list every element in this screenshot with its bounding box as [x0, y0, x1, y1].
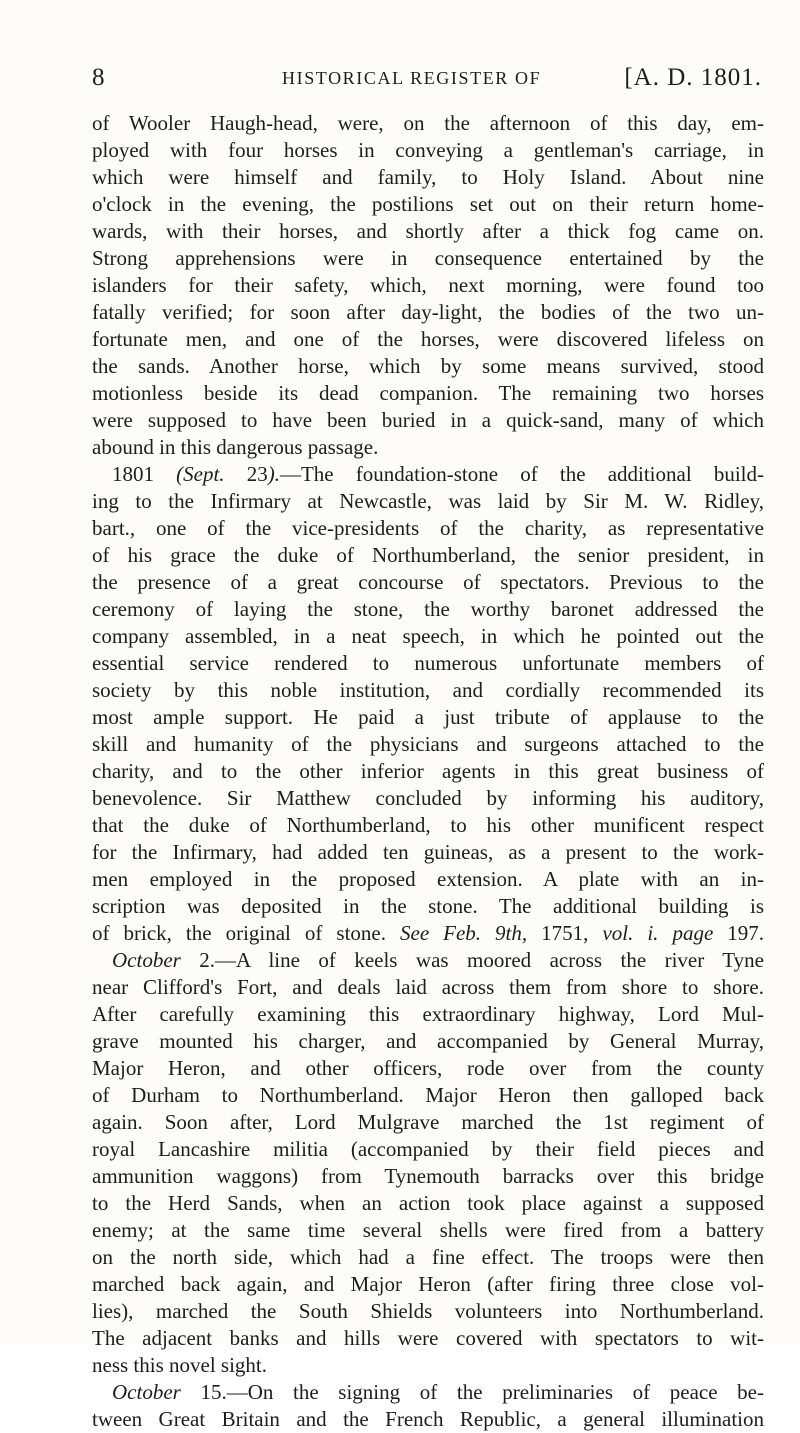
text-line [92, 407, 764, 434]
text-line [92, 461, 764, 488]
text-segment: —The foundation-stone of the additional build- [279, 462, 764, 486]
text-line [92, 893, 764, 920]
text-segment: grave mounted his charger, and accompanied by General Murray, [92, 1029, 764, 1053]
text-line [92, 839, 764, 866]
text-line [92, 1055, 764, 1082]
text-segment: 23 [224, 462, 268, 486]
text-line [92, 704, 764, 731]
text-segment: which were himself and family, to Holy Island. About nine [92, 165, 764, 189]
body-text [92, 110, 764, 1433]
text-line [92, 1028, 764, 1055]
text-segment: essential service rendered to numerous unfortunate members of [92, 651, 764, 675]
text-segment: ammunition waggons) from Tynemouth barracks over this bridge [92, 1164, 764, 1188]
text-segment: to the Herd Sands, when an action took place against a supposed [92, 1191, 764, 1215]
text-line [92, 542, 764, 569]
text-segment: for the Infirmary, had added ten guineas, as a present to the work- [92, 840, 764, 864]
text-segment: scription was deposited in the stone. The additional building is [92, 894, 764, 918]
text-segment: were supposed to have been buried in a quick-sand, many of which [92, 408, 764, 432]
running-title: HISTORICAL REGISTER OF [282, 68, 542, 88]
page-number: 8 [92, 64, 105, 91]
text-segment: 15.—On the signing of the preliminaries of peace be- [180, 1380, 764, 1404]
italic-text: See Feb. 9th, [400, 921, 528, 945]
italic-text: ). [267, 462, 280, 486]
text-segment: fatally verified; for soon after day-light, the bodies of the two un- [92, 300, 764, 324]
text-segment: islanders for their safety, which, next morning, were found too [92, 273, 764, 297]
text-segment: Strong apprehensions were in consequence entertained by the [92, 246, 764, 270]
text-segment: Major Heron, and other officers, rode over from the county [92, 1056, 764, 1080]
text-segment: ceremony of laying the stone, the worthy baronet addressed the [92, 597, 764, 621]
text-segment: wards, with their horses, and shortly after a thick fog came on. [92, 219, 764, 243]
text-segment: skill and humanity of the physicians and surgeons attached to the [92, 732, 764, 756]
text-segment: The adjacent banks and hills were covered with spectators to wit- [92, 1326, 764, 1350]
text-line [92, 569, 764, 596]
italic-text: vol. i. page [602, 921, 714, 945]
text-segment: tween Great Britain and the French Republic, a general illumination [92, 1407, 764, 1431]
text-line [92, 218, 764, 245]
text-line [92, 1379, 764, 1406]
text-line [92, 812, 764, 839]
text-line [92, 488, 764, 515]
text-line [92, 866, 764, 893]
text-segment: After carefully examining this extraordinary highway, Lord Mul- [92, 1002, 764, 1026]
text-segment: ing to the Infirmary at Newcastle, was laid by Sir M. W. Ridley, [92, 489, 764, 513]
italic-text: October [112, 1380, 181, 1404]
text-line [92, 596, 764, 623]
text-segment: fortunate men, and one of the horses, were discovered lifeless on [92, 327, 764, 351]
text-segment: the presence of a great concourse of spectators. Previous to the [92, 570, 764, 594]
text-line [92, 947, 764, 974]
italic-text: October [112, 948, 181, 972]
text-segment: ness this novel sight. [92, 1353, 268, 1377]
text-line [92, 434, 764, 461]
text-line [92, 1001, 764, 1028]
text-line [92, 245, 764, 272]
text-line [92, 137, 764, 164]
text-line [92, 1082, 764, 1109]
text-line [92, 1271, 764, 1298]
text-segment: of Durham to Northumberland. Major Heron then galloped back [92, 1083, 764, 1107]
text-segment: 1801 [112, 462, 177, 486]
text-line [92, 1217, 764, 1244]
page-header [92, 64, 762, 98]
text-line [92, 920, 764, 947]
text-segment: society by this noble institution, and cordially recommended its [92, 678, 764, 702]
text-segment: the sands. Another horse, which by some means survived, stood [92, 354, 764, 378]
text-segment: that the duke of Northumberland, to his other munificent respect [92, 813, 764, 837]
text-line [92, 974, 764, 1001]
text-segment: of brick, the original of stone. [92, 921, 400, 945]
text-segment: 197. [713, 921, 765, 945]
text-segment: marched back again, and Major Heron (after firing three close vol- [92, 1272, 764, 1296]
text-segment: men employed in the proposed extension. A plate with an in- [92, 867, 764, 891]
text-line [92, 110, 764, 137]
italic-text: (Sept. [176, 462, 225, 486]
text-line [92, 164, 764, 191]
text-segment: lies), marched the South Shields volunteers into Northumberland. [92, 1299, 764, 1323]
text-line [92, 1190, 764, 1217]
text-line [92, 1352, 764, 1379]
text-line [92, 272, 764, 299]
text-line [92, 380, 764, 407]
text-segment: company assembled, in a neat speech, in which he pointed out the [92, 624, 764, 648]
text-line [92, 623, 764, 650]
text-line [92, 677, 764, 704]
text-line [92, 758, 764, 785]
text-segment: on the north side, which had a fine effect. The troops were then [92, 1245, 764, 1269]
text-segment: o'clock in the evening, the postilions set out on their return home- [92, 192, 764, 216]
text-segment: ployed with four horses in conveying a gentleman's carriage, in [92, 138, 764, 162]
text-segment: most ample support. He paid a just tribute of applause to the [92, 705, 764, 729]
text-segment: royal Lancashire militia (accompanied by their field pieces and [92, 1137, 764, 1161]
text-line [92, 515, 764, 542]
text-line [92, 353, 764, 380]
year-reference: [A. D. 1801. [624, 64, 762, 91]
text-segment: abound in this dangerous passage. [92, 435, 379, 459]
text-segment: again. Soon after, Lord Mulgrave marched the 1st regiment of [92, 1110, 764, 1134]
text-line [92, 1298, 764, 1325]
text-line [92, 1109, 764, 1136]
text-line [92, 785, 764, 812]
text-line [92, 299, 764, 326]
text-line [92, 326, 764, 353]
text-segment: bart., one of the vice-presidents of the charity, as representative [92, 516, 764, 540]
text-line [92, 1325, 764, 1352]
text-line [92, 1163, 764, 1190]
text-line [92, 191, 764, 218]
text-segment: benevolence. Sir Matthew concluded by informing his auditory, [92, 786, 764, 810]
text-segment: motionless beside its dead companion. The remaining two horses [92, 381, 764, 405]
text-line [92, 1136, 764, 1163]
text-segment: charity, and to the other inferior agents in this great business of [92, 759, 764, 783]
text-line [92, 650, 764, 677]
text-segment: near Clifford's Fort, and deals laid across them from shore to shore. [92, 975, 764, 999]
text-line [92, 731, 764, 758]
text-line [92, 1244, 764, 1271]
text-segment: of Wooler Haugh-head, were, on the afternoon of this day, em- [92, 111, 764, 135]
text-line [92, 1406, 764, 1433]
text-segment: 2.—A line of keels was moored across the river Tyne [180, 948, 764, 972]
text-segment: of his grace the duke of Northumberland, the senior president, in [92, 543, 764, 567]
text-segment: 1751, [527, 921, 603, 945]
text-segment: enemy; at the same time several shells were fired from a battery [92, 1218, 764, 1242]
